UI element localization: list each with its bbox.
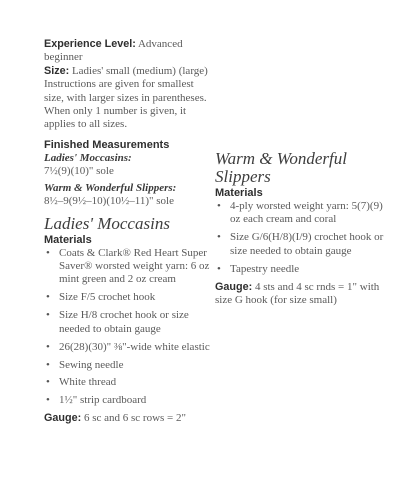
materials-heading: Materials [44, 233, 92, 246]
bullet-icon: • [46, 376, 50, 389]
list-item: • 1½" strip cardboard [46, 394, 147, 407]
bullet-icon: • [46, 291, 50, 304]
gauge-value: 6 sc and 6 sc rows = 2" [83, 412, 186, 425]
list-item: • Tapestry needle [217, 262, 300, 275]
moccasins-subheading: Ladies' Moccasins: [44, 151, 132, 164]
gauge-label: Gauge: [215, 280, 253, 293]
right-column [215, 150, 385, 307]
list-item: • Size F/5 crochet hook [46, 291, 156, 304]
bullet-icon: • [46, 246, 50, 259]
materials-heading: Materials [215, 187, 263, 199]
gauge-info [44, 412, 214, 425]
section-title-slippers: Warm & Wonderful Slippers [215, 149, 347, 186]
bullet-icon: • [217, 231, 221, 244]
bullet-icon: • [46, 309, 50, 322]
size-label: Size: [44, 64, 70, 77]
bullet-icon: • [46, 394, 50, 407]
gauge-value: 4 sts and 4 sc rnds = 1" with size G hook (for size small) [215, 280, 380, 306]
list-item: • Coats & Clark® Red Heart Super Saver® worsted weight yarn: 6 oz mint green and 2 oz cream [46, 246, 210, 286]
bullet-icon: • [217, 200, 221, 212]
section-title-moccasins: Ladies' Moccasins [44, 213, 170, 233]
slippers-sole: 8½–9(9½–10)(10½–11)" sole [44, 195, 174, 208]
gauge-label: Gauge: [44, 412, 82, 425]
experience-value: Advanced beginner [44, 38, 183, 64]
bullet-icon: • [46, 340, 50, 353]
bullet-icon: • [46, 358, 50, 371]
gauge-info [215, 281, 385, 308]
list-item: • 4-ply worsted weight yarn: 5(7)(9) oz each cream and coral [217, 200, 383, 226]
experience-level [44, 38, 214, 65]
list-item: • White thread [46, 376, 117, 389]
size-info [44, 65, 214, 132]
moccasins-sole: 7½(9)(10)" sole [44, 164, 114, 177]
size-value: Ladies' small (medium) (large) Instructions are given for smallest size, with larger sizes in parentheses. When only 1 number is given, it applies to all sizes. [44, 64, 208, 131]
list-item: • 26(28)(30)" ⅜"-wide white elastic [46, 340, 210, 353]
list-item: • Sewing needle [46, 358, 124, 371]
experience-label: Experience Level: [44, 38, 136, 50]
materials-list [215, 200, 385, 276]
finished-measurements-heading: Finished Measurements [44, 138, 170, 151]
list-item: • Size G/6(H/8)(I/9) crochet hook or size needed to obtain gauge [217, 231, 384, 257]
materials-list [44, 247, 214, 408]
list-item: • Size H/8 crochet hook or size needed to obtain gauge [46, 309, 189, 335]
left-column [44, 38, 214, 426]
bullet-icon: • [217, 262, 221, 275]
slippers-subheading: Warm & Wonderful Slippers: [44, 182, 177, 195]
